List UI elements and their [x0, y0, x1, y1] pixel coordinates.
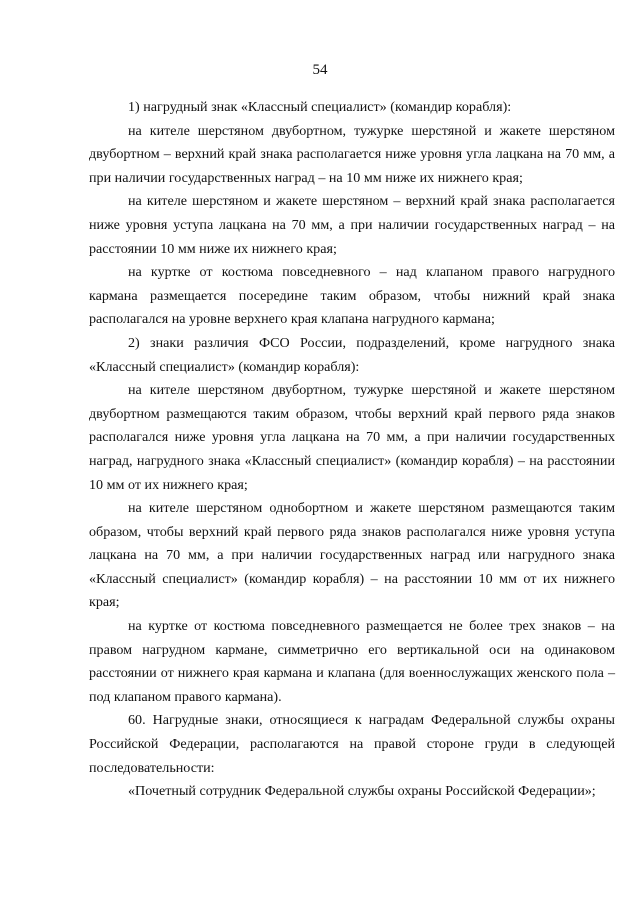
paragraph-item-60: 60. Нагрудные знаки, относящиеся к наградам Федеральной службы охраны Российской Федерации, располагаются на правой стороне груди в следующей последовательности:	[89, 712, 615, 776]
paragraph-everyday-jacket-placement: на куртке от костюма повседневного – над клапаном правого нагрудного кармана размещается посередине таким образом, чтобы нижний край знака располагался на уровне верхнего края клапана нагрудного кармана;	[89, 264, 615, 328]
paragraph-honorary-employee: «Почетный сотрудник Федеральной службы охраны Российской Федерации»;	[128, 783, 596, 800]
paragraph-double-breasted-placement: на кителе шерстяном двубортном, тужурке шерстяной и жакете шерстяном двубортном – верхний край знака располагается ниже уровня угла лацкана на 70 мм, а при наличии государственных наград – на 10 мм ниже их нижнего края;	[89, 122, 615, 186]
page-number: 54	[312, 62, 328, 78]
document-body	[89, 96, 615, 804]
paragraph-fso-insignia: 2) знаки различия ФСО России, подразделений, кроме нагрудного знака «Классный специалист» (командир корабля):	[89, 334, 615, 375]
paragraph-insignia-double-breasted: на кителе шерстяном двубортном, тужурке шерстяной и жакете шерстяном двубортном размещаются таким образом, чтобы верхний край первого ряда знаков располагался ниже уровня угла лацкана на 70 мм, а при наличии государственных наград, нагрудного знака «Классный специалист» (командир корабля) – на расстоянии 10 мм от их нижнего края;	[89, 382, 615, 493]
paragraph-insignia-single-breasted: на кителе шерстяном однобортном и жакете шерстяном размещаются таким образом, чтобы верхний край первого ряда знаков располагался ниже уровня уступа лацкана на 70 мм, а при наличии государственных наград или нагрудного знака «Классный специалист» (командир корабля) – на расстоянии 10 мм от их нижнего края;	[89, 500, 615, 611]
paragraph-insignia-everyday-jacket: на куртке от костюма повседневного размещается не более трех знаков – на правом нагрудном кармане, симметрично его вертикальной оси на одинаковом расстоянии от нижнего края кармана и клапана (для военнослужащих женского пола – под клапаном правого кармана).	[89, 618, 615, 705]
paragraph-woolen-tunic-placement: на кителе шерстяном и жакете шерстяном – верхний край знака располагается ниже уровня уступа лацкана на 70 мм, а при наличии государственных наград – на расстоянии 10 мм ниже их нижнего края;	[89, 193, 615, 257]
paragraph-badge-classny-specialist: 1) нагрудный знак «Классный специалист» (командир корабля):	[128, 99, 512, 115]
